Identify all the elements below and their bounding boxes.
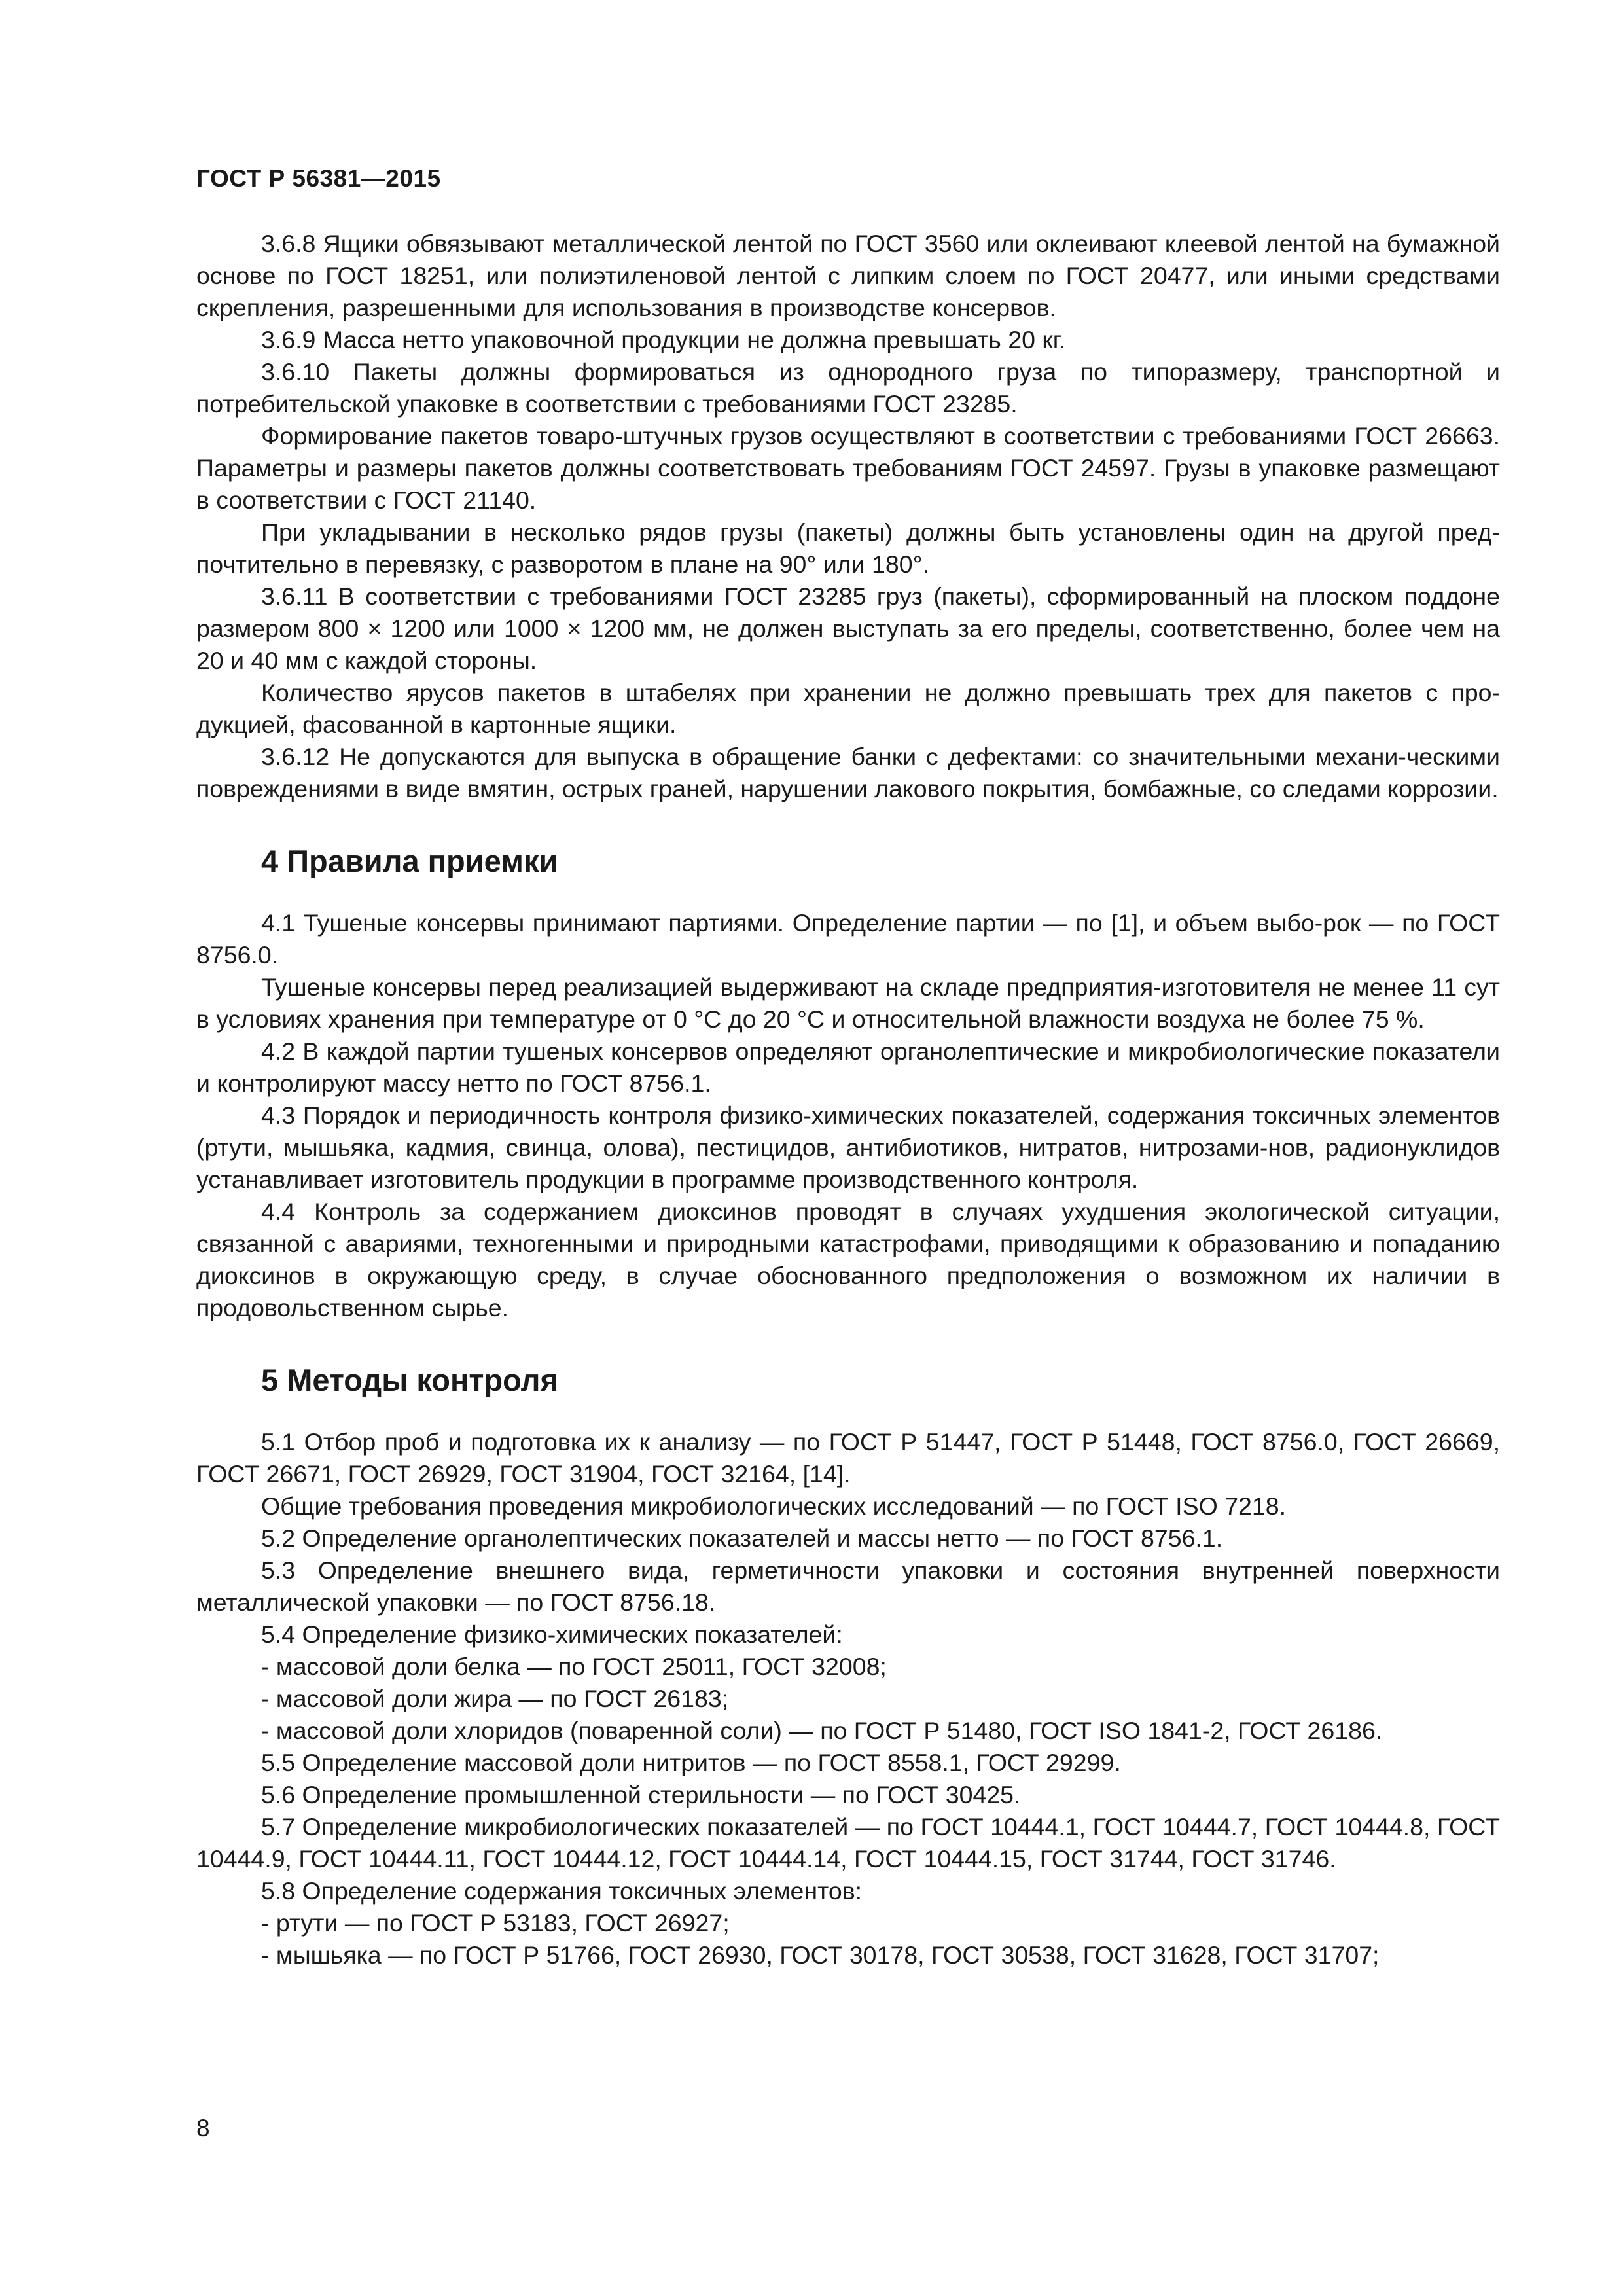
list-item: - мышьяка — по ГОСТ Р 51766, ГОСТ 26930, ГОСТ 30178, ГОСТ 30538, ГОСТ 31628, ГОСТ 31707; [261, 1941, 1380, 1969]
paragraph: Формирование пакетов товаро-штучных грузов осуществляют в соответствии с требованиями ГОСТ 26663. Параметры и размеры пакетов должны соответствовать требованиям ГОСТ 24597. Грузы в упаковке размещают в соответствии с ГОСТ 21140. [196, 422, 1500, 514]
paragraph-5-1: 5.1 Отбор проб и подготовка их к анализу — по ГОСТ Р 51447, ГОСТ Р 51448, ГОСТ 8756.0, ГОСТ 26669, ГОСТ 26671, ГОСТ 26929, ГОСТ 31904, ГОСТ 32164, [14]. [196, 1428, 1500, 1488]
paragraph: При укладывании в несколько рядов грузы (пакеты) должны быть установлены один на другой пред-почтительно в перевязку, с разворотом в плане на 90° или 180°. [196, 518, 1500, 578]
paragraph-4-3: 4.3 Порядок и периодичность контроля физико-химических показателей, содержания токсичных элементов (ртути, мышьяка, кадмия, свинца, олова), пестицидов, антибиотиков, нитратов, нитрозами-нов, радионуклидов устанавливает изготовитель продукции в программе производственного контроля. [196, 1102, 1500, 1193]
paragraph-5-7: 5.7 Определение микробиологических показателей — по ГОСТ 10444.1, ГОСТ 10444.7, ГОСТ 10444.8, ГОСТ 10444.9, ГОСТ 10444.11, ГОСТ 10444.12, ГОСТ 10444.14, ГОСТ 10444.15, ГОСТ 31744, ГОСТ 31746. [196, 1813, 1500, 1873]
paragraph-3-6-12: 3.6.12 Не допускаются для выпуска в обращение банки с дефектами: со значительными механи-ческими повреждениями в виде вмятин, острых граней, нарушении лакового покрытия, бомбажные, со следами коррозии. [196, 743, 1500, 802]
list-item: - массовой доли хлоридов (поваренной соли) — по ГОСТ Р 51480, ГОСТ ISO 1841-2, ГОСТ 26186. [261, 1717, 1383, 1744]
paragraph-5-4: 5.4 Определение физико-химических показателей: [261, 1621, 843, 1648]
paragraph: Тушеные консервы перед реализацией выдерживают на складе предприятия-изготовителя не менее 11 сут в условиях хранения при температуре от 0 °С до 20 °С и относительной влажности воздуха не более 75 %. [196, 973, 1500, 1033]
paragraph-3-6-11: 3.6.11 В соответствии с требованиями ГОСТ 23285 груз (пакеты), сформированный на плоском поддоне размером 800 × 1200 или 1000 × 1200 мм, не должен выступать за его пределы, соответственно, более чем на 20 и 40 мм с каждой стороны. [196, 583, 1500, 674]
paragraph-5-5: 5.5 Определение массовой доли нитритов — по ГОСТ 8558.1, ГОСТ 29299. [261, 1749, 1121, 1776]
paragraph-5-2: 5.2 Определение органолептических показателей и массы нетто — по ГОСТ 8756.1. [261, 1524, 1223, 1552]
paragraph-4-1: 4.1 Тушеные консервы принимают партиями. Определение партии — по [1], и объем выбо-рок — по ГОСТ 8756.0. [196, 909, 1500, 969]
paragraph-5-3: 5.3 Определение внешнего вида, герметичности упаковки и состояния внутренней поверхности металлической упаковки — по ГОСТ 8756.18. [196, 1556, 1500, 1616]
section-heading-5: 5 Методы контроля [261, 1363, 558, 1397]
section-heading-4: 4 Правила приемки [261, 844, 558, 878]
paragraph-5-8: 5.8 Определение содержания токсичных элементов: [261, 1877, 863, 1905]
document-header: ГОСТ Р 56381—2015 [196, 165, 441, 192]
page-number: 8 [196, 2115, 210, 2142]
paragraph-5-6: 5.6 Определение промышленной стерильности — по ГОСТ 30425. [261, 1781, 1021, 1808]
paragraph-3-6-10: 3.6.10 Пакеты должны формироваться из однородного груза по типоразмеру, транспортной и потребительской упаковке в соответствии с требованиями ГОСТ 23285. [196, 358, 1500, 418]
document-body [196, 228, 1500, 1971]
paragraph: Общие требования проведения микробиологических исследований — по ГОСТ ISO 7218. [261, 1492, 1287, 1520]
paragraph-3-6-8: 3.6.8 Ящики обвязывают металлической лентой по ГОСТ 3560 или оклеивают клеевой лентой на бумажной основе по ГОСТ 18251, или полиэтиленовой лентой с липким слоем по ГОСТ 20477, или иными средствами скрепления, разрешенными для использования в производстве консервов. [196, 230, 1500, 321]
paragraph: Количество ярусов пакетов в штабелях при хранении не должно превышать трех для пакетов с про-дукцией, фасованной в картонные ящики. [196, 679, 1500, 738]
list-item: - массовой доли белка — по ГОСТ 25011, ГОСТ 32008; [261, 1653, 887, 1680]
list-item: - ртути — по ГОСТ Р 53183, ГОСТ 26927; [261, 1909, 730, 1937]
paragraph-3-6-9: 3.6.9 Масса нетто упаковочной продукции не должна превышать 20 кг. [261, 326, 1066, 353]
paragraph-4-2: 4.2 В каждой партии тушеных консервов определяют органолептические и микробиологические показатели и контролируют массу нетто по ГОСТ 8756.1. [196, 1037, 1500, 1097]
paragraph-4-4: 4.4 Контроль за содержанием диоксинов проводят в случаях ухудшения экологической ситуации, связанной с авариями, техногенными и природными катастрофами, приводящими к образованию и попаданию диоксинов в окружающую среду, в случае обоснованного предположения о возможном их наличии в продовольственном сырье. [196, 1198, 1500, 1321]
list-item: - массовой доли жира — по ГОСТ 26183; [261, 1685, 729, 1712]
